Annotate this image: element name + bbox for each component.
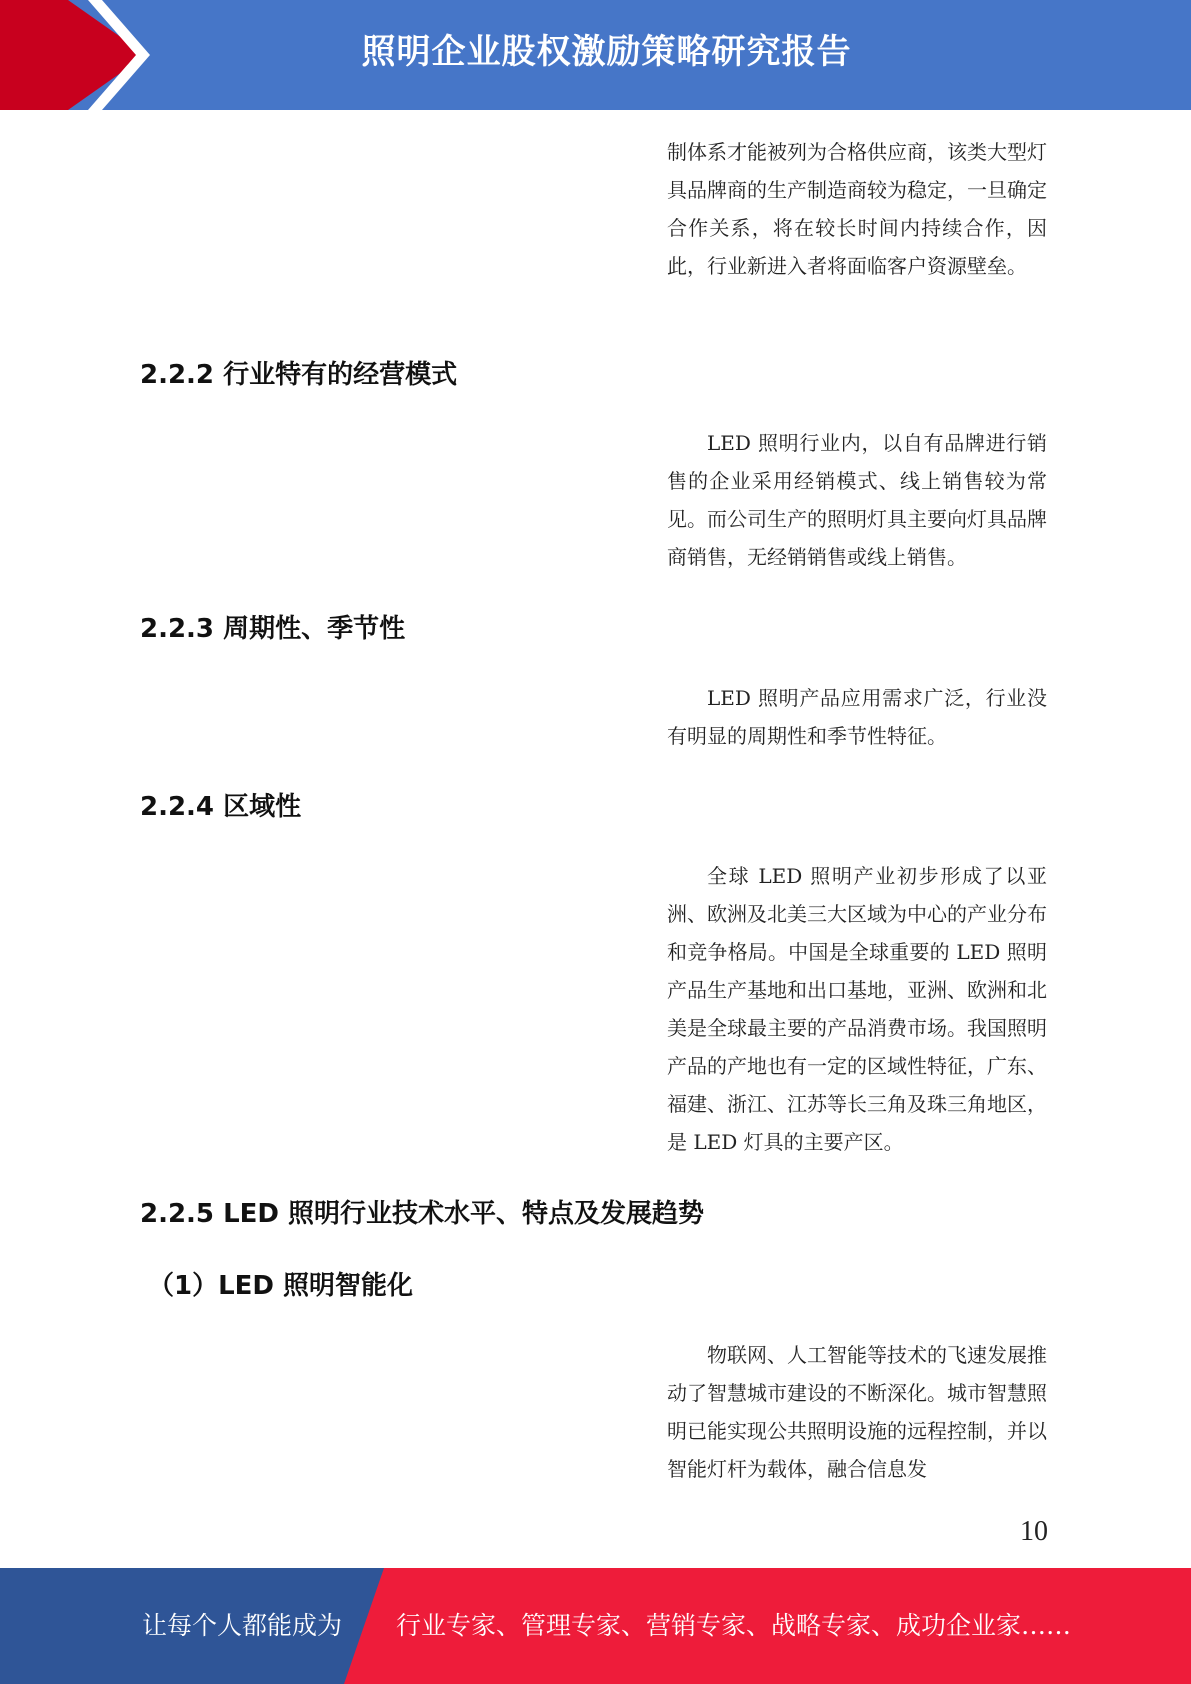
page-header: [0, 0, 1191, 110]
section-heading-2-2-3: 2.2.3 周期性、季节性: [140, 614, 406, 644]
page-number: 10: [1020, 1516, 1048, 1547]
section-heading-2-2-2: 2.2.2 行业特有的经营模式: [140, 360, 458, 390]
section-paragraph-2-2-3: LED 照明产品应用需求广泛，行业没有明显的周期性和季节性特征。: [667, 686, 1047, 748]
section-paragraph-2-2-5: 物联网、人工智能等技术的飞速发展推动了智慧城市建设的不断深化。城市智慧照明已能实现公共照明设施的远程控制，并以智能灯杆为载体，融合信息发: [667, 1343, 1047, 1481]
section-paragraph-2-2-2: LED 照明行业内，以自有品牌进行销售的企业采用经销模式、线上销售较为常见。而公司生产的照明灯具主要向灯具品牌商销售，无经销销售或线上销售。: [667, 431, 1047, 569]
section-paragraph-2-2-4: 全球 LED 照明产业初步形成了以亚洲、欧洲及北美三大区域为中心的产业分布和竞争格局。中国是全球重要的 LED 照明产品生产基地和出口基地，亚洲、欧洲和北美是全球最主要的产品消费市场。我国照明产品的产地也有一定的区域性特征，广东、福建、浙江、江苏等长三角及珠三角地区，是 LED 灯具的主要产区。: [667, 864, 1047, 1154]
intro-paragraph: 制体系才能被列为合格供应商，该类大型灯具品牌商的生产制造商较为稳定，一旦确定合作关系，将在较长时间内持续合作，因此，行业新进入者将面临客户资源壁垒。: [667, 140, 1047, 278]
section-heading-2-2-5: 2.2.5 LED 照明行业技术水平、特点及发展趋势: [140, 1199, 705, 1229]
section-heading-2-2-4: 2.2.4 区域性: [140, 792, 302, 822]
sub-heading-led-smart: （1）LED 照明智能化: [148, 1271, 414, 1301]
footer-slogan-left: 让每个人都能成为: [142, 1611, 343, 1640]
report-title: 照明企业股权激励策略研究报告: [361, 32, 852, 72]
footer-slogan-right: 行业专家、管理专家、营销专家、战略专家、成功企业家……: [396, 1611, 1072, 1640]
page-footer: [0, 1568, 1191, 1684]
